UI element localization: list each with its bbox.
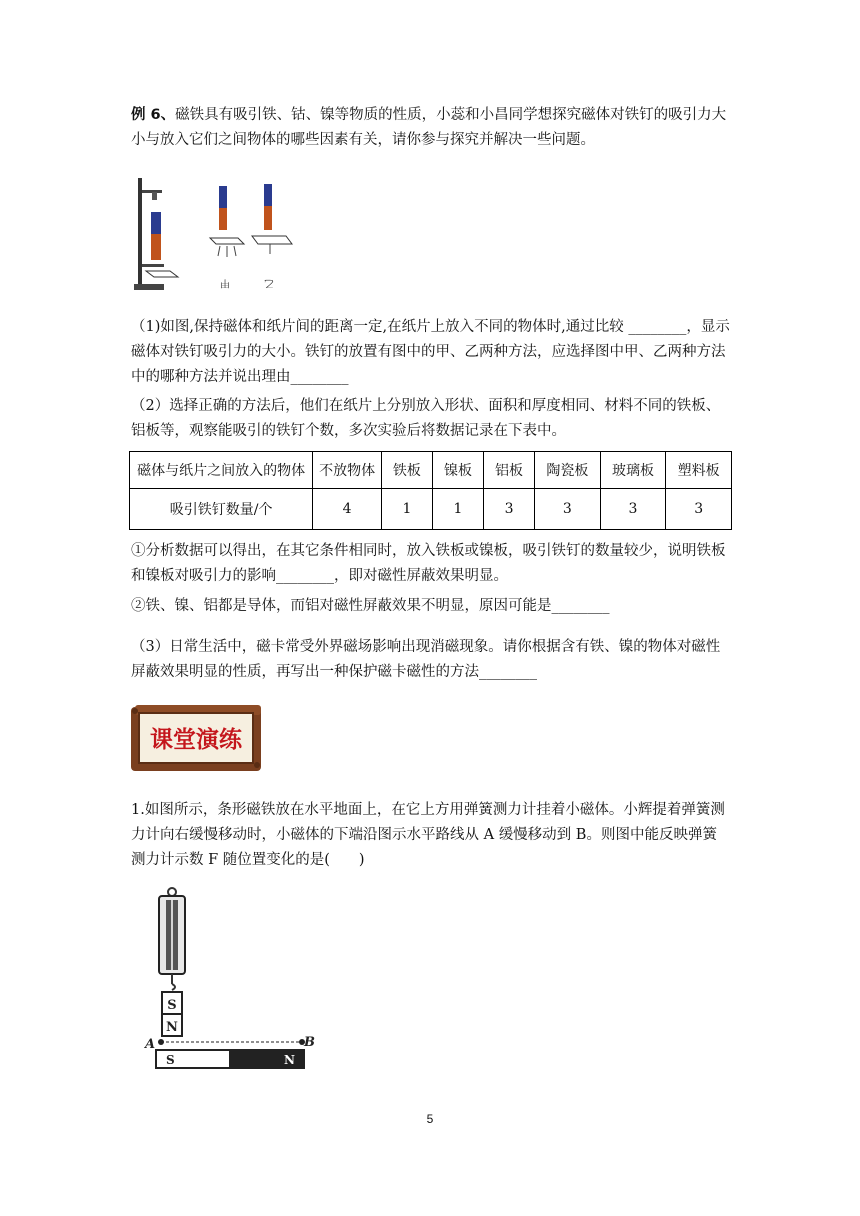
table-cell: 3 <box>535 489 601 530</box>
example-label: 例 6、 <box>131 107 176 123</box>
table-header-cell: 镍板 <box>432 452 483 489</box>
table-cell: 3 <box>600 489 666 530</box>
point-a-label: A <box>145 1037 156 1052</box>
table-cell: 3 <box>666 489 732 530</box>
question-2: （2）选择正确的方法后，他们在纸片上分别放入形状、面积和厚度相同、材料不同的铁板、铝板等，观察能吸引的铁钉个数，多次实验后将数据记录在下表中。 <box>131 398 721 439</box>
question-2a: ①分析数据可以得出，在其它条件相同时，放入铁板或镍板，吸引铁钉的数量较少，说明铁板和镍板对吸引力的影响________，即对磁性屏蔽效果明显。 <box>131 543 726 584</box>
label-jia: 甲 <box>220 277 230 288</box>
point-b-label: B <box>304 1035 315 1050</box>
table-row <box>130 489 732 530</box>
table-header-cell: 玻璃板 <box>600 452 666 489</box>
table-header-row <box>130 452 732 489</box>
table-header-cell: 铁板 <box>381 452 432 489</box>
label-yi: 乙 <box>264 277 274 288</box>
magnet-jia <box>210 186 244 257</box>
magnet-yi <box>252 184 292 254</box>
table-cell: 1 <box>432 489 483 530</box>
spring-scale-figure <box>140 886 330 1074</box>
stand-magnet <box>151 212 161 260</box>
question-2b: ②铁、镍、铝都是导体，而铝对磁性屏蔽效果不明显，原因可能是________ <box>131 598 610 614</box>
table-cell: 4 <box>313 489 382 530</box>
bar-s-label: S <box>166 1053 175 1067</box>
practice-question-1: 1.如图所示，条形磁铁放在水平地面上，在它上方用弹簧测力计挂着小磁体。小辉提着弹簧测力计向右缓慢移动时，小磁体的下端沿图示水平路线从 A 缓慢移动到 B。则图中能反映弹簧测力计示数 F 随位置变化的是( ) <box>131 802 725 868</box>
stand-paper <box>146 271 178 277</box>
spring-scale <box>159 888 185 990</box>
table-header-cell: 不放物体 <box>313 452 382 489</box>
table-header-cell: 塑料板 <box>666 452 732 489</box>
practice-banner <box>129 703 265 775</box>
small-magnet <box>162 992 182 1036</box>
path-line <box>158 1039 305 1045</box>
small-s-label: S <box>167 998 177 1013</box>
experiment-figure <box>134 176 294 298</box>
question-3: （3）日常生活中，磁卡常受外界磁场影响出现消磁现象。请你根据含有铁、镍的物体对磁性屏蔽效果明显的性质，再写出一种保护磁卡磁性的方法________ <box>131 639 721 680</box>
question-1: （1)如图,保持磁体和纸片间的距离一定,在纸片上放入不同的物体时,通过比较 ________，显示磁体对铁钉吸引力的大小。铁钉的放置有图中的甲、乙两种方法，应选择图中甲、乙两种方法中的哪种方法并说出理由________ <box>131 319 730 385</box>
example-intro: 磁铁具有吸引铁、钴、镍等物质的性质，小蕊和小昌同学想探究磁体对铁钉的吸引力大小与放入它们之间物体的哪些因素有关，请你参与探究并解决一些问题。 <box>131 107 727 148</box>
example-paragraph <box>131 103 731 153</box>
small-n-label: N <box>166 1020 178 1035</box>
page-number: 5 <box>426 1112 434 1126</box>
table-header-cell: 磁体与纸片之间放入的物体 <box>130 452 313 489</box>
table-cell: 3 <box>484 489 535 530</box>
bar-n-label: N <box>284 1053 295 1067</box>
bar-magnet <box>156 1050 304 1068</box>
table-cell: 吸引铁钉数量/个 <box>130 489 313 530</box>
banner-text: 课堂演练 <box>150 727 242 753</box>
table-cell: 1 <box>381 489 432 530</box>
table-header-cell: 陶瓷板 <box>535 452 601 489</box>
data-table <box>129 451 732 530</box>
table-header-cell: 铝板 <box>484 452 535 489</box>
